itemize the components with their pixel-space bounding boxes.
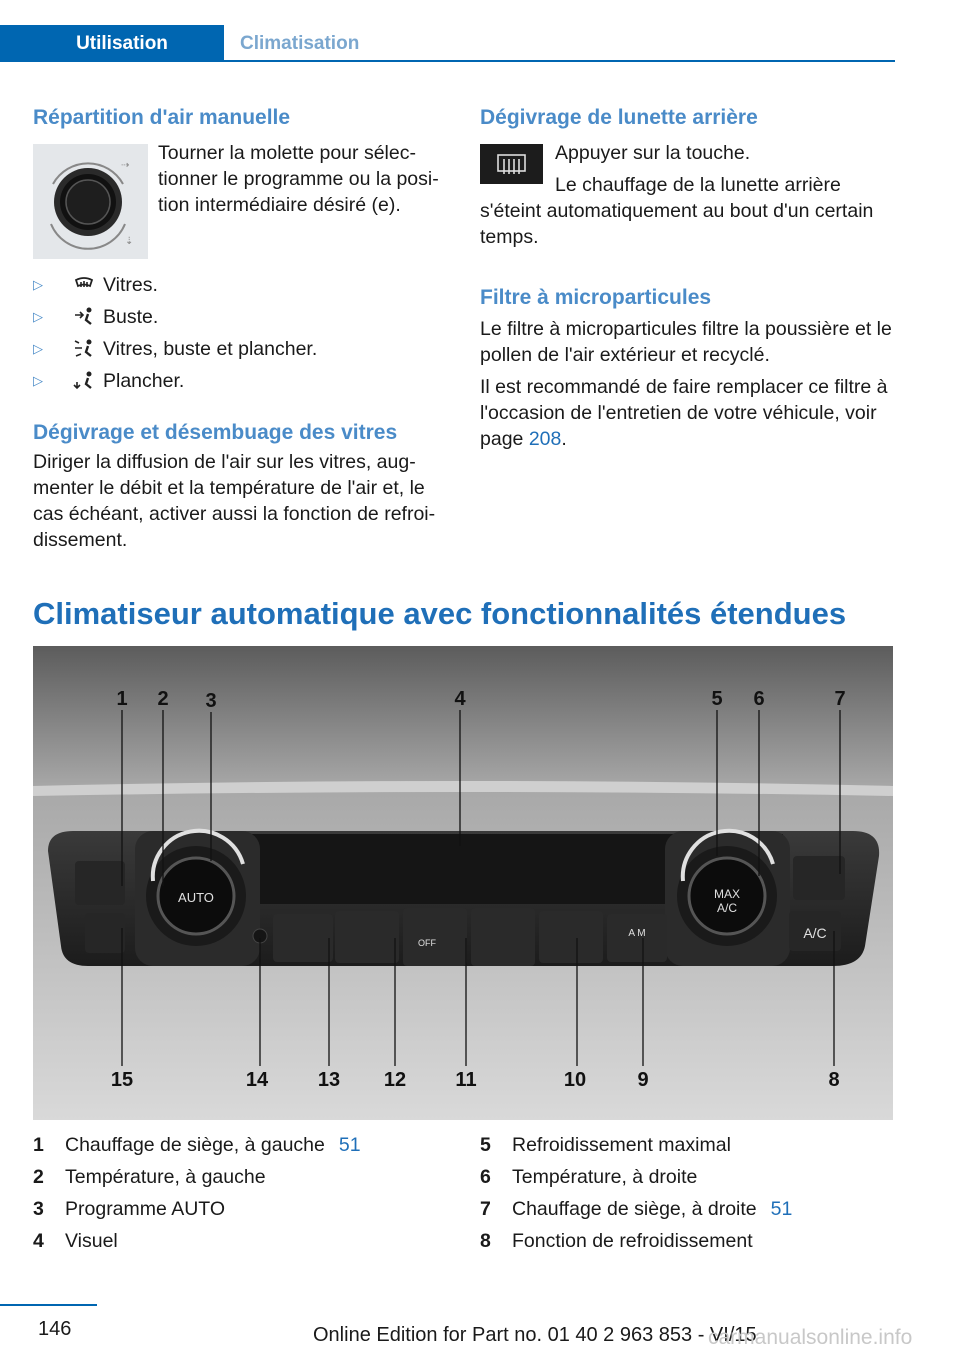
legend-label: Chauffage de siège, à droite (512, 1197, 757, 1220)
watermark: carmanualsonline.info (708, 1326, 913, 1349)
bullet-label: Vitres. (103, 273, 158, 296)
callout-7: 7 (834, 688, 846, 710)
legend-label: Température, à gauche (65, 1165, 266, 1188)
filter-text-1: Le filtre à microparticules filtre la poussière et le pollen de l'air extérieur et recyclé. (480, 318, 892, 366)
callout-10: 10 (563, 1069, 587, 1091)
callout-8: 8 (828, 1069, 840, 1091)
callout-6: 6 (753, 688, 765, 710)
callout-5: 5 (711, 688, 723, 710)
legend-label: Programme AUTO (65, 1197, 226, 1220)
page-208-link[interactable]: 208 (528, 428, 562, 450)
callout-3: 3 (205, 690, 217, 712)
page-number: 146 (38, 1318, 72, 1340)
legend-num: 5 (480, 1133, 491, 1156)
tab-utilisation[interactable]: Utilisation (0, 25, 224, 62)
off-button-label: OFF (418, 938, 436, 948)
svg-text:A/C: A/C (716, 901, 738, 915)
knob-illustration (33, 144, 148, 259)
filter-text-2-end: . (561, 428, 567, 450)
callout-2: 2 (157, 688, 169, 710)
legend-label: Refroidissement maximal (512, 1133, 731, 1156)
demisting-text: Diriger la diffusion de l'air sur les vitres, augmenter le débit et la température de l'air et, le cas échéant, activer aussi la fonction de refroidissement. (33, 451, 436, 551)
windshield-airflow-icon (71, 274, 97, 296)
legend-num: 2 (33, 1165, 44, 1188)
bullet-label: Plancher. (103, 369, 185, 392)
upper-body-airflow-icon (71, 306, 97, 328)
bullet-triangle-icon: ▷ (33, 373, 43, 388)
callout-13: 13 (317, 1069, 341, 1091)
bullet-triangle-icon: ▷ (33, 309, 43, 324)
legend-page-link[interactable]: 51 (770, 1197, 793, 1220)
ac-button-label: A/C (803, 925, 827, 941)
am-button-label: A M (628, 928, 646, 939)
footwell-airflow-icon (71, 370, 97, 392)
list-item (33, 304, 158, 330)
rear-text-1: Appuyer sur la touche. (555, 142, 751, 164)
legend-num: 4 (33, 1229, 44, 1252)
callout-12: 12 (383, 1069, 407, 1091)
legend-num: 1 (33, 1133, 44, 1156)
page-header (0, 25, 895, 61)
filter-text-2 (480, 374, 900, 452)
list-item (33, 272, 158, 298)
all-zones-airflow-icon (71, 338, 97, 360)
auto-button-label: AUTO (178, 890, 214, 905)
legend-row (480, 1132, 731, 1158)
svg-text:⇢: ⇢ (121, 160, 130, 171)
legend-row (33, 1132, 361, 1158)
legend-label: Visuel (65, 1229, 118, 1252)
rear-text-2: Le chauffage de la lunette arrière s'éteint automatiquement au bout d'un certain temps. (480, 174, 874, 248)
callout-11: 11 (455, 1069, 477, 1091)
list-item (33, 368, 184, 394)
section-title: Climatiseur automatique avec fonctionnalités étendues (33, 596, 847, 631)
legend-label: Fonction de refroidissement (512, 1229, 753, 1252)
list-item (33, 336, 317, 362)
tab-climatisation[interactable]: Climatisation (240, 32, 360, 54)
legend-row (33, 1164, 266, 1190)
svg-text:MAX: MAX (713, 887, 741, 901)
heading-manual-air: Répartition d'air manuelle (33, 106, 291, 129)
callout-14: 14 (245, 1069, 269, 1091)
legend-num: 3 (33, 1197, 44, 1220)
legend-label: Température, à droite (512, 1165, 698, 1188)
legend-num: 7 (480, 1197, 491, 1220)
legend-row (480, 1196, 792, 1222)
legend-num: 8 (480, 1229, 491, 1252)
legend-num: 6 (480, 1165, 491, 1188)
callout-9: 9 (637, 1069, 649, 1091)
bullet-triangle-icon: ▷ (33, 341, 43, 356)
heading-filter: Filtre à microparticules (480, 286, 712, 309)
callout-4: 4 (454, 688, 466, 710)
bullet-label: Vitres, buste et plancher. (103, 337, 318, 360)
bullet-label: Buste. (103, 305, 159, 328)
legend-row (33, 1196, 225, 1222)
legend-row (33, 1228, 118, 1254)
legend-row (480, 1228, 753, 1254)
bullet-triangle-icon: ▷ (33, 277, 43, 292)
legend-row (480, 1164, 697, 1190)
legend-label: Chauffage de siège, à gauche (65, 1133, 325, 1156)
manual-air-text: Tourner la molette pour sélectionner le programme ou la position intermédiaire désiré (e). (158, 142, 439, 216)
filter-text-2-body: Il est recommandé de faire remplacer ce filtre à l'occasion de l'entretien de votre véhicule, voir page (480, 376, 888, 450)
edition-note: Online Edition for Part no. 01 40 2 963 853 - VI/15 (313, 1324, 757, 1346)
heading-demisting: Dégivrage et désembuage des vitres (33, 421, 398, 444)
climate-panel-photo (33, 646, 893, 1120)
heading-rear-window: Dégivrage de lunette arrière (480, 106, 758, 129)
callout-1: 1 (116, 688, 128, 710)
legend-page-link[interactable]: 51 (338, 1133, 361, 1156)
footer-rule (0, 1304, 97, 1306)
svg-text:⇣: ⇣ (125, 236, 134, 247)
callout-15: 15 (110, 1069, 134, 1091)
